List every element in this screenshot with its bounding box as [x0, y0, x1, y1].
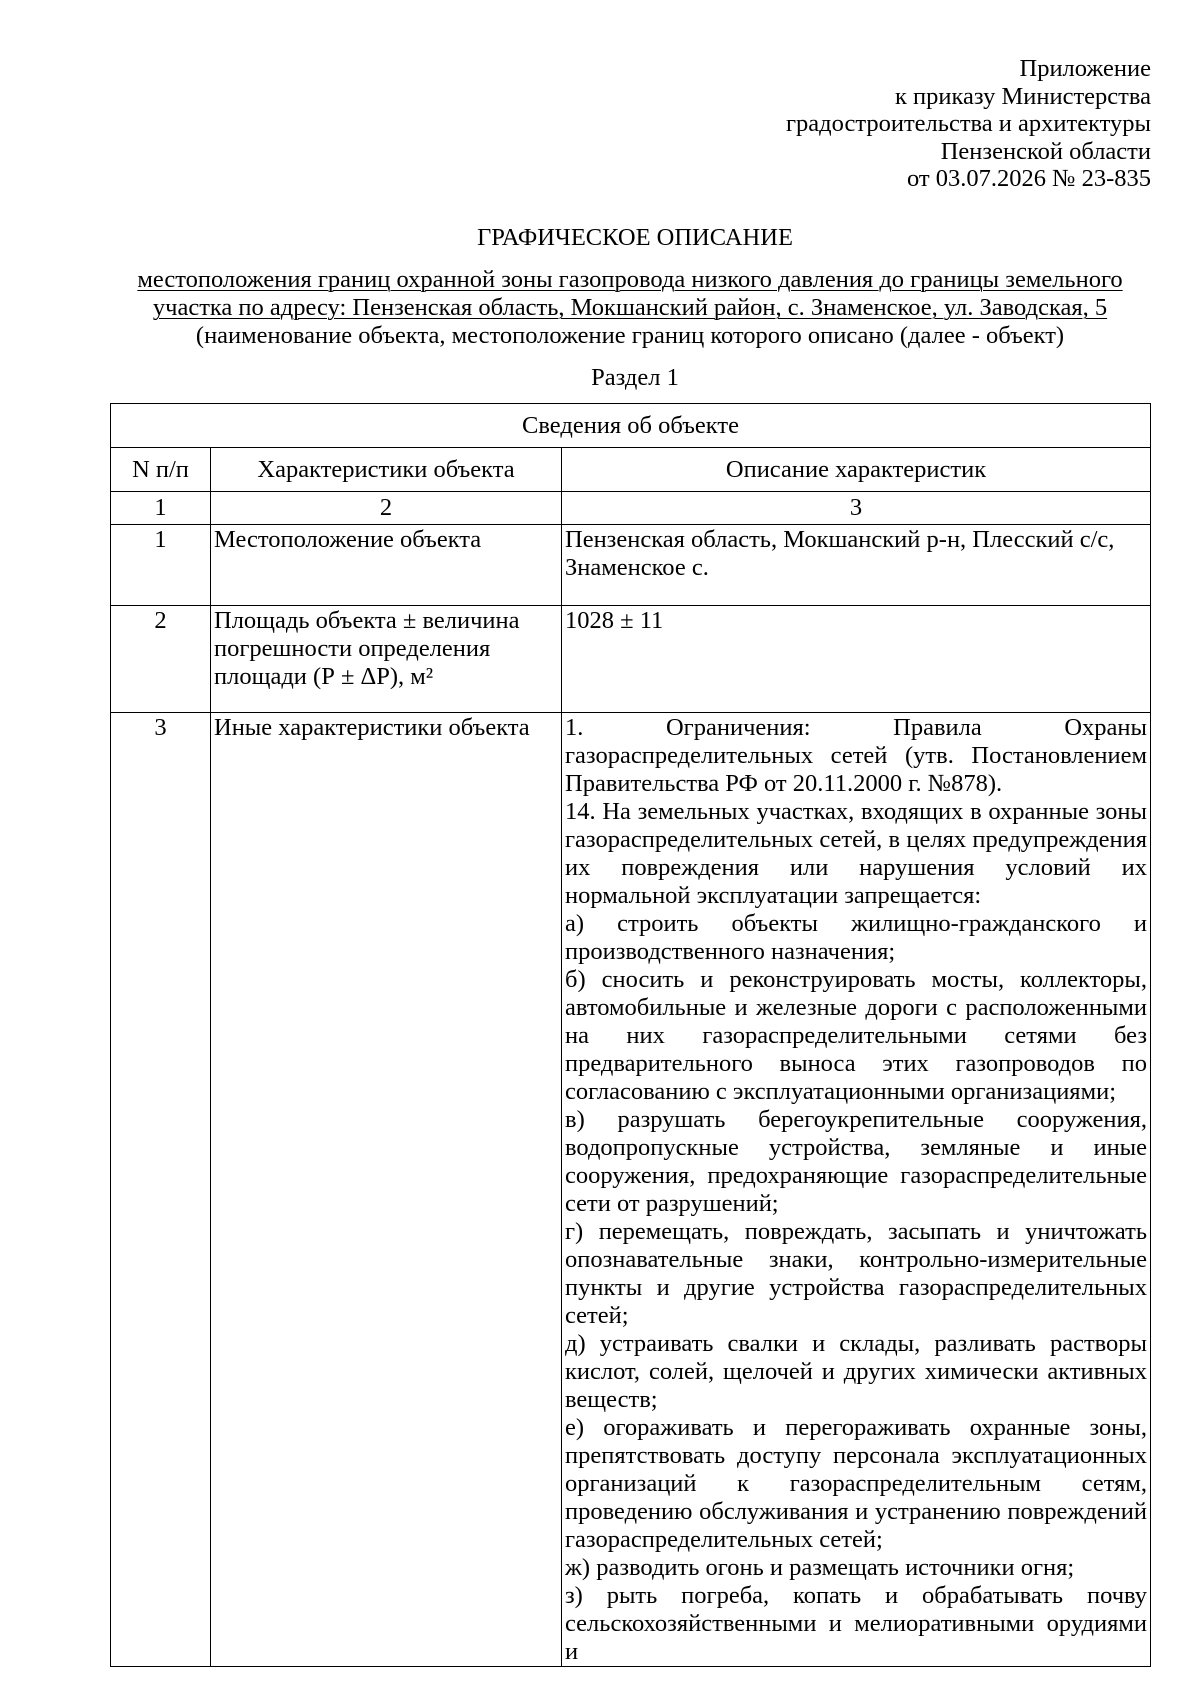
object-name-line-2: участка по адресу: Пензенская область, Мокшанский район, с. Знаменское, ул. Заводская, 5: [152, 294, 1108, 321]
object-info-table: [110, 403, 1151, 1667]
table-header-row: [111, 448, 1151, 492]
restriction-paragraph: з) рыть погреба, копать и обрабатывать почву сельскохозяйственными и мелиоративными орудиями и: [565, 1582, 1148, 1665]
object-name-caption: (наименование объекта, местоположение границ которого описано (далее - объект): [195, 322, 1065, 349]
approval-line: Пензенской области: [940, 137, 1151, 165]
restriction-paragraph: б) сносить и реконструировать мосты, коллекторы, автомобильные и железные дороги с расположенными на них газораспределительными сетями без предварительного выноса этих газопроводов по согласованию с эксплуатационными организациями;: [565, 966, 1148, 1105]
restriction-paragraph: в) разрушать берегоукрепительные сооружения, водопропускные устройства, земляные и иные сооружения, предохраняющие газораспределительные сети от разрушений;: [565, 1106, 1148, 1217]
header-description: Описание характеристик: [562, 448, 1151, 492]
restriction-paragraph: д) устраивать свалки и склады, разливать растворы кислот, солей, щелочей и других химически активных веществ;: [565, 1330, 1148, 1413]
row-description: Пензенская область, Мокшанский р-н, Плесский с/с, Знаменское с.: [562, 525, 1151, 606]
row-characteristic: Иные характеристики объекта: [211, 713, 562, 1667]
approval-line: к приказу Министерства: [895, 82, 1151, 110]
restriction-paragraph: г) перемещать, повреждать, засыпать и уничтожать опознавательные знаки, контрольно-измерительные пункты и другие устройства газораспределительных сетей;: [565, 1218, 1148, 1329]
row-num: 1: [111, 525, 211, 606]
table-row: [111, 525, 1151, 606]
row-description: [562, 713, 1151, 1667]
index-cell: 1: [111, 492, 211, 525]
row-num: 2: [111, 606, 211, 713]
restriction-paragraph: е) огораживать и перегораживать охранные зоны, препятствовать доступу персонала эксплуатационных организаций к газораспределительным сетям, проведению обслуживания и устранению повреждений газораспределительных сетей;: [565, 1414, 1148, 1553]
row-num: 3: [111, 713, 211, 1667]
row-characteristic: Местоположение объекта: [211, 525, 562, 606]
document-title: ГРАФИЧЕСКОЕ ОПИСАНИЕ: [477, 224, 793, 251]
table-caption: Сведения об объекте: [111, 404, 1151, 448]
table-row: [111, 606, 1151, 713]
restriction-paragraph: а) строить объекты жилищно-гражданского и производственного назначения;: [565, 910, 1148, 965]
restriction-paragraph: 14. На земельных участках, входящих в охранные зоны газораспределительных сетей, в целях предупреждения их повреждения или нарушения условий их нормальной эксплуатации запрещается:: [565, 798, 1148, 909]
index-cell: 3: [562, 492, 1151, 525]
object-name-line-1: местоположения границ охранной зоны газопровода низкого давления до границы земельного: [137, 266, 1123, 293]
header-characteristic: Характеристики объекта: [211, 448, 562, 492]
table-caption-row: [111, 404, 1151, 448]
approval-block: [786, 55, 1151, 193]
restriction-paragraph: 1. Ограничения: Правила Охраны газораспределительных сетей (утв. Постановлением Правительства РФ от 20.11.2000 г. №878).: [565, 714, 1148, 797]
table-row: [111, 713, 1151, 1667]
row-description: 1028 ± 11: [562, 606, 1151, 713]
row-characteristic: Площадь объекта ± величина погрешности определения площади (Р ± ΔР), м²: [211, 606, 562, 713]
restriction-paragraph: ж) разводить огонь и размещать источники огня;: [565, 1554, 1075, 1581]
table-index-row: [111, 492, 1151, 525]
header-num: N п/п: [111, 448, 211, 492]
index-cell: 2: [211, 492, 562, 525]
section-label: Раздел 1: [591, 364, 679, 391]
approval-line: Приложение: [1019, 55, 1151, 82]
approval-line: градостроительства и архитектуры: [785, 110, 1151, 137]
approval-line: от 03.07.2026 № 23-835: [906, 165, 1151, 192]
object-name: [110, 266, 1150, 322]
